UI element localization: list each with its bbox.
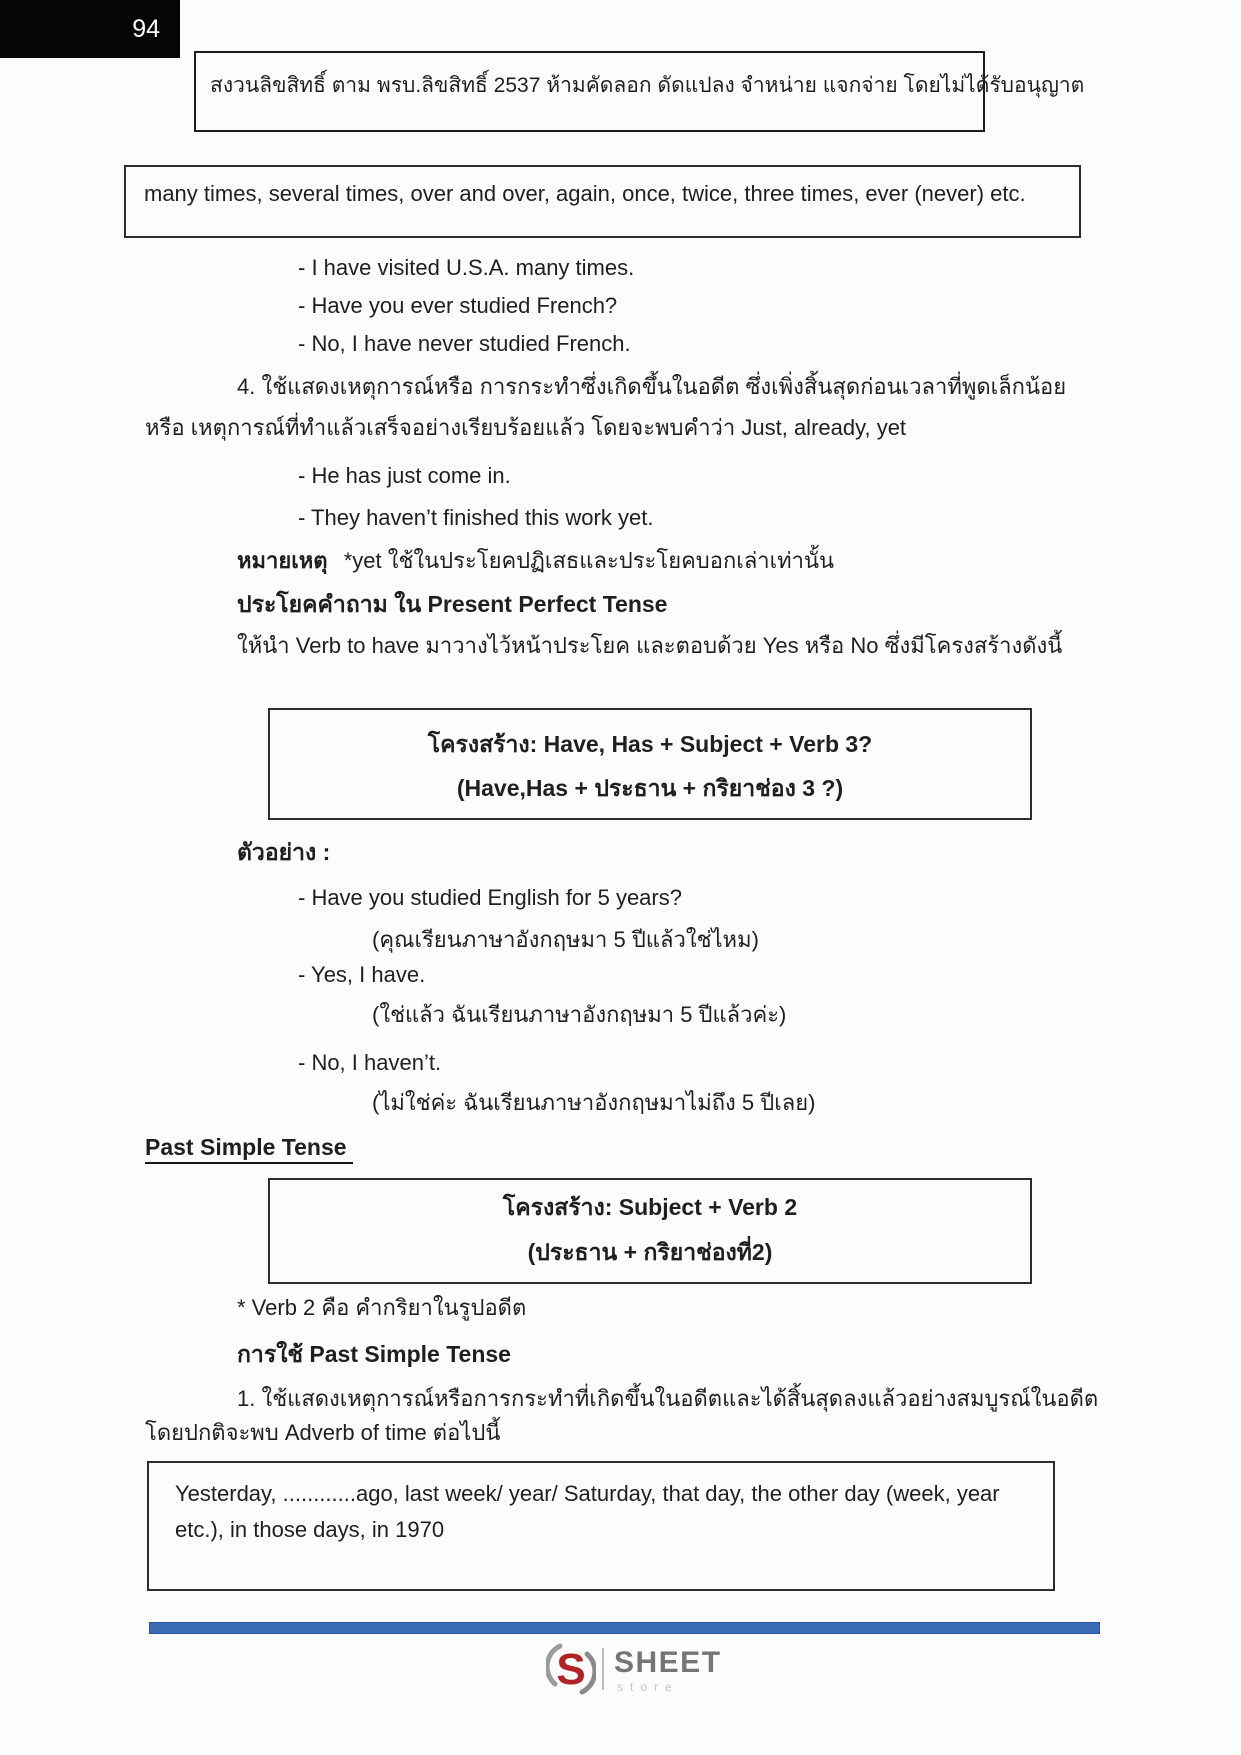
logo-text-sheet: SHEET <box>614 1646 722 1679</box>
example-line: - Have you ever studied French? <box>298 293 618 318</box>
adverb-line-1: Yesterday, ............ago, last week/ year/ Saturday, that day, the other day (week, year <box>175 1481 1000 1506</box>
question-description: ให้นำ Verb to have มาวางไว้หน้าประโยค และตอบด้วย Yes หรือ No ซึ่งมีโครงสร้างดังนี้ <box>237 633 1063 658</box>
structure-line-2: (Have,Has + ประธาน + กริยาช่อง 3 ?) <box>456 775 844 801</box>
usage-line: 1. ใช้แสดงเหตุการณ์หรือการกระทำที่เกิดขึ้นในอดีตและได้สิ้นสุดลงแล้วอย่างสมบูรณ์ในอดีต <box>237 1386 1099 1411</box>
qa-example-th: (ใช่แล้ว ฉันเรียนภาษาอังกฤษมา 5 ปีแล้วค่ะ) <box>372 1002 787 1027</box>
qa-example-en: - Have you studied English for 5 years? <box>298 885 682 910</box>
qa-example-en: - No, I haven’t. <box>298 1050 442 1075</box>
example-line: - He has just come in. <box>298 463 511 488</box>
examples-label: ตัวอย่าง : <box>237 839 331 865</box>
adverbs-of-time-box <box>147 1461 1055 1591</box>
frequency-adverbs-box <box>124 165 1081 238</box>
qa-example-en: - Yes, I have. <box>298 962 426 987</box>
qa-example-th: (ไม่ใช่ค่ะ ฉันเรียนภาษาอังกฤษมาไม่ถึง 5 ปีเลย) <box>372 1090 816 1115</box>
verb2-note: * Verb 2 คือ คำกริยาในรูปอดีต <box>237 1295 527 1320</box>
frequency-adverbs-text: many times, several times, over and over, again, once, twice, three times, ever (never) etc. <box>144 181 1026 206</box>
past-simple-heading <box>145 1134 353 1161</box>
structure-box-present-perfect <box>268 708 1032 820</box>
note-line <box>237 546 834 576</box>
usage-paragraph-line: 4. ใช้แสดงเหตุการณ์หรือ การกระทำซึ่งเกิดขึ้นในอดีต ซึ่งเพิ่งสิ้นสุดก่อนเวลาที่พูดเล็กน้อย <box>237 374 1067 399</box>
question-heading: ประโยคคำถาม ใน Present Perfect Tense <box>237 591 668 617</box>
usage-line: โดยปกติจะพบ Adverb of time ต่อไปนี้ <box>145 1420 501 1445</box>
page-number-badge: 94 <box>0 0 180 58</box>
logo-text-store: store <box>617 1680 679 1694</box>
sheet-store-logo-icon <box>546 1642 596 1696</box>
logo-divider <box>602 1648 604 1690</box>
copyright-text: สงวนลิขสิทธิ์ ตาม พรบ.ลิขสิทธิ์ 2537 ห้ามคัดลอก ดัดแปลง จำหน่าย แจกจ่าย โดยไม่ได้รับอนุญาต <box>210 74 1085 97</box>
past-simple-usage-heading: การใช้ Past Simple Tense <box>237 1341 511 1367</box>
copyright-notice-box <box>194 51 1085 132</box>
adverb-line-2: etc.), in those days, in 1970 <box>175 1517 445 1542</box>
footer-divider-line <box>149 1622 1100 1634</box>
example-line: - I have visited U.S.A. many times. <box>298 255 635 280</box>
past-simple-heading-text: Past Simple Tense <box>145 1134 353 1164</box>
structure-box-past-simple <box>268 1178 1032 1284</box>
svg-text:S: S <box>556 1645 586 1694</box>
example-line: - No, I have never studied French. <box>298 331 631 356</box>
structure-line-1: โครงสร้าง: Subject + Verb 2 <box>502 1194 798 1220</box>
note-label: หมายเหตุ <box>237 548 328 573</box>
structure-line-1: โครงสร้าง: Have, Has + Subject + Verb 3? <box>427 731 873 757</box>
usage-paragraph-line: หรือ เหตุการณ์ที่ทำแล้วเสร็จอย่างเรียบร้อยแล้ว โดยจะพบคำว่า Just, already, yet <box>145 415 907 440</box>
note-text: *yet ใช้ในประโยคปฏิเสธและประโยคบอกเล่าเท่านั้น <box>343 548 835 573</box>
structure-line-2: (ประธาน + กริยาช่องที่2) <box>527 1239 773 1265</box>
qa-example-th: (คุณเรียนภาษาอังกฤษมา 5 ปีแล้วใช่ไหม) <box>372 927 759 952</box>
example-line: - They haven’t finished this work yet. <box>298 505 654 530</box>
